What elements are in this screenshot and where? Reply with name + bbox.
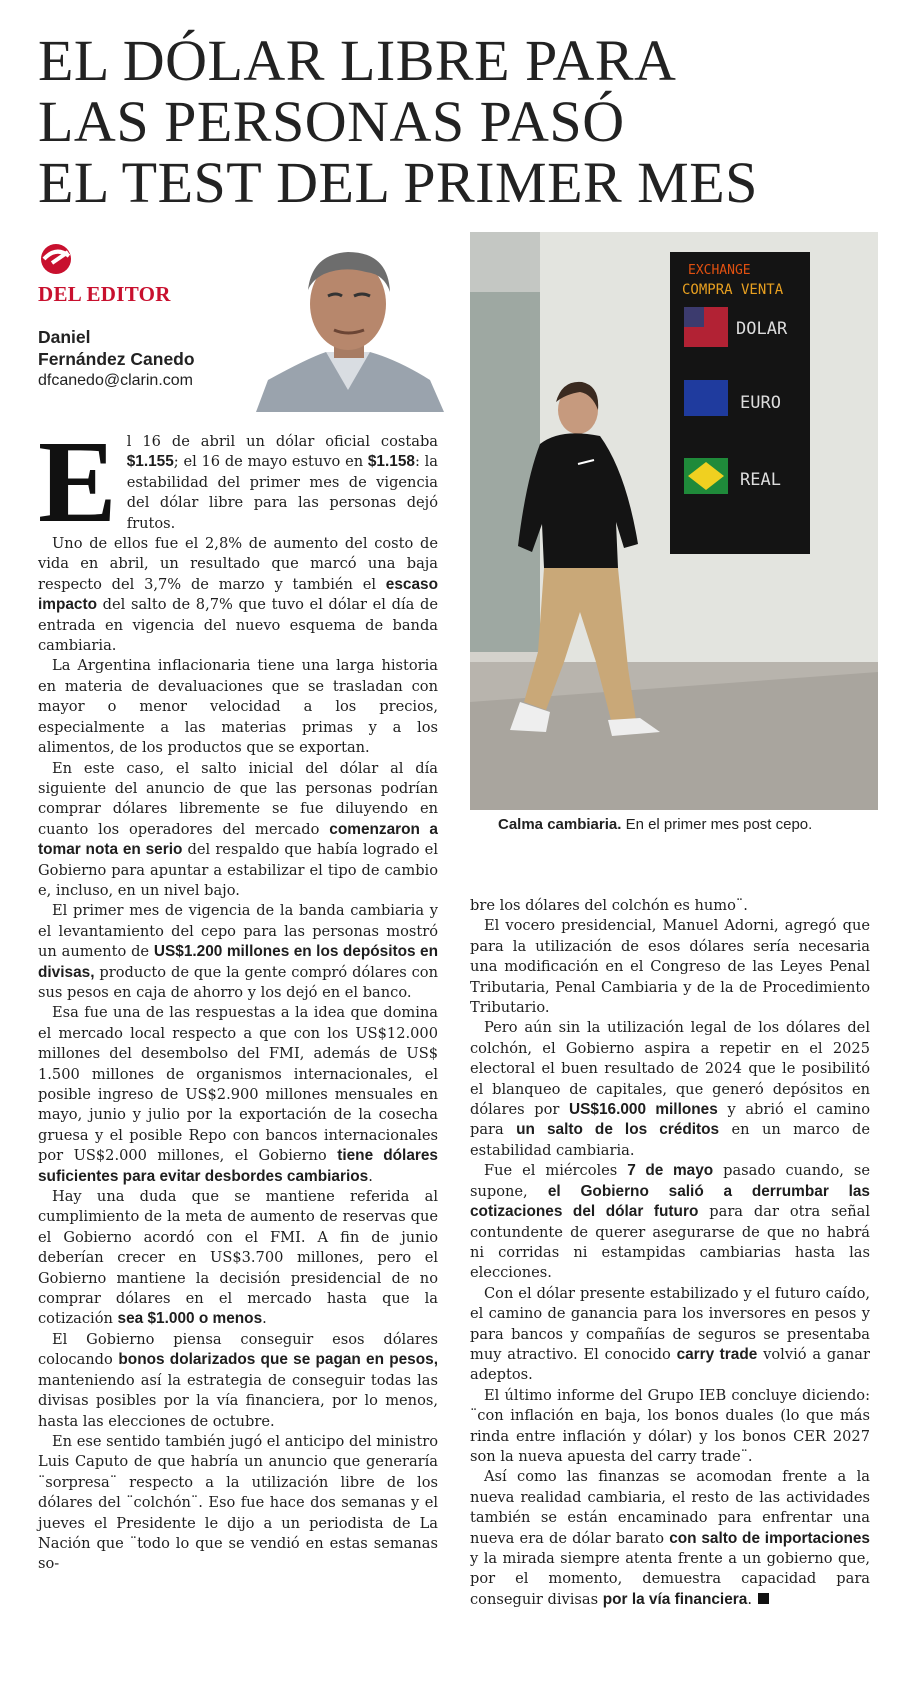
photo-caption (498, 816, 878, 833)
paragraph-11: El vocero presidencial, Manuel Adorni, agregó que para la utilización de esos dólares sería necesaria una modificación en el Congreso de las Leyes Penal Tributaria, Penal Cambiaria y de la de Procedimiento Tributario. (470, 917, 870, 1017)
paragraph-1: El 16 de abril un dólar oficial costaba $1.155; el 16 de mayo estuvo en $1.158: la estabilidad del primer mes de vigencia del dólar libre para las personas dejó frutos. (38, 416, 438, 547)
sign-real: REAL (740, 470, 781, 490)
paragraph-15: El último informe del Grupo IEB concluye diciendo: ¨con inflación en baja, los bonos duales (lo que más rinda entre inflación y dólar) y los bonos CER 2027 son la nueva apuesta del carry trade¨. (470, 1386, 870, 1465)
sign-euro: EURO (740, 393, 781, 413)
paragraph-4: En este caso, el salto inicial del dólar al día siguiente del anuncio de que las personas podrían comprar dólares libremente se fue diluyendo en cuanto los operadores del mercado comenzaron a tomar nota en serio del respaldo que había logrado el Gobierno para apuntar a estabilizar el tipo de cambio e, incluso, en un nivel bajo. (38, 759, 438, 899)
dropcap: E (38, 416, 117, 547)
headline (38, 30, 898, 213)
author-name (38, 326, 195, 370)
paragraph-9: En ese sentido también jugó el anticipo del ministro Luis Caputo de que habría un anuncio que generaría ¨sorpresa¨ respecto a la utilización libre de los dólares del ¨colchón¨. Eso fue hace dos semanas y el jueves el Presidente le dijo a un periodista de La Nación que ¨todo lo que se vendió en estas semanas so- (38, 1432, 438, 1573)
paragraph-10: bre los dólares del colchón es humo¨. (470, 897, 748, 914)
caption-text: En el primer mes post cepo. (621, 816, 813, 833)
paragraph-6: Esa fue una de las respuestas a la idea que domina el mercado local respecto a que con los US$12.000 millones del desembolso del FMI, además de US$ 1.500 millones de organismos internacionales, el posible ingreso de US$2.900 millones mensuales en mayo, junio y julio por la exportación de la cosecha gruesa y el posible Repo con bancos internacionales por US$2.000 millones, el Gobierno tiene dólares suficientes para evitar desbordes cambiarios. (38, 1004, 438, 1185)
author-last-name: Fernández Canedo (38, 349, 195, 369)
section-label: DEL EDITOR (38, 282, 171, 306)
byline-box (38, 240, 448, 412)
headline-line-3: EL TEST DEL PRIMER MES (38, 150, 758, 215)
paragraph-14: Con el dólar presente estabilizado y el futuro caído, el camino de ganancia para los inversores en pesos y para bancos y compañías de seguros se presentaba muy atractivo. El conocido carry trade volvió a ganar adeptos. (470, 1284, 870, 1384)
sign-exchange: EXCHANGE (688, 263, 751, 278)
author-first-name: Daniel (38, 327, 91, 347)
headline-line-1: EL DÓLAR LIBRE PARA (38, 28, 677, 93)
clarin-logo-icon (38, 240, 74, 276)
author-portrait (248, 240, 448, 412)
paragraph-13: Fue el miércoles 7 de mayo pasado cuando, se supone, el Gobierno salió a derrumbar las cotizaciones del dólar futuro para dar otra señal contundente de querer asegurarse de que no habrá ni corridas ni estampidas cambiarias hasta las elecciones. (470, 1162, 870, 1282)
author-email: dfcanedo@clarin.com (38, 372, 193, 389)
headline-line-2: LAS PERSONAS PASÓ (38, 89, 625, 154)
paragraph-12: Pero aún sin la utilización legal de los dólares del colchón, el Gobierno aspira a repetir en el 2025 electoral el buen resultado de 2024 que le posibilitó el blanqueo de capitales, que generó depósitos en dólares por US$16.000 millones y abrió el camino para un salto de los créditos en un marco de estabilidad cambiaria. (470, 1019, 870, 1159)
caption-bold: Calma cambiaria. (498, 816, 622, 833)
paragraph-7: Hay una duda que se mantiene referida al cumplimiento de la meta de aumento de reservas que el Gobierno acordó con el FMI. A fin de junio deberían crecer en US$3.700 millones, pero el Gobierno mantiene la decisión presidencial de no comprar dólares en el mercado hasta que la cotización sea $1.000 o menos. (38, 1188, 438, 1328)
article-column-2 (470, 896, 870, 1610)
paragraph-16: Así como las finanzas se acomodan frente a la nueva realidad cambiaria, el resto de las actividades también se están encaminado para enfrentar una nueva era de dólar barato con salto de importaciones y la mirada siempre atenta frente a un gobierno que, por el momento, demuestra capacidad para conseguir divisas por la vía financiera. (470, 1468, 870, 1608)
sign-compra-venta: COMPRA VENTA (682, 282, 784, 298)
sign-dolar: DOLAR (736, 319, 788, 339)
paragraph-5: El primer mes de vigencia de la banda cambiaria y el levantamiento del cepo para las personas mostró un aumento de US$1.200 millones en los depósitos en divisas, producto de que la gente compró dólares con sus pesos en caja de ahorro y los dejó en el banco. (38, 902, 438, 1001)
article-column-1 (38, 416, 438, 1575)
paragraph-2: Uno de ellos fue el 2,8% de aumento del costo de vida en abril, un resultado que marcó una baja respecto del 3,7% de marzo y también el escaso impacto del salto de 8,7% que tuvo el dólar el día de entrada en vigencia del nuevo esquema de banda cambiaria. (38, 535, 438, 655)
end-mark (758, 1593, 769, 1604)
paragraph-3: La Argentina inflacionaria tiene una larga historia en materia de devaluaciones que se trasladan con mayor o menor velocidad a los precios, especialmente a las materias primas y a los alimentos, de los productos que se exportan. (38, 657, 438, 757)
paragraph-8: El Gobierno piensa conseguir esos dólares colocando bonos dolarizados que se pagan en pesos, manteniendo así la estrategia de conseguir todas las divisas posibles por la vía financiera, por lo menos, hasta las elecciones de octubre. (38, 1330, 438, 1430)
street-photo (470, 232, 878, 810)
